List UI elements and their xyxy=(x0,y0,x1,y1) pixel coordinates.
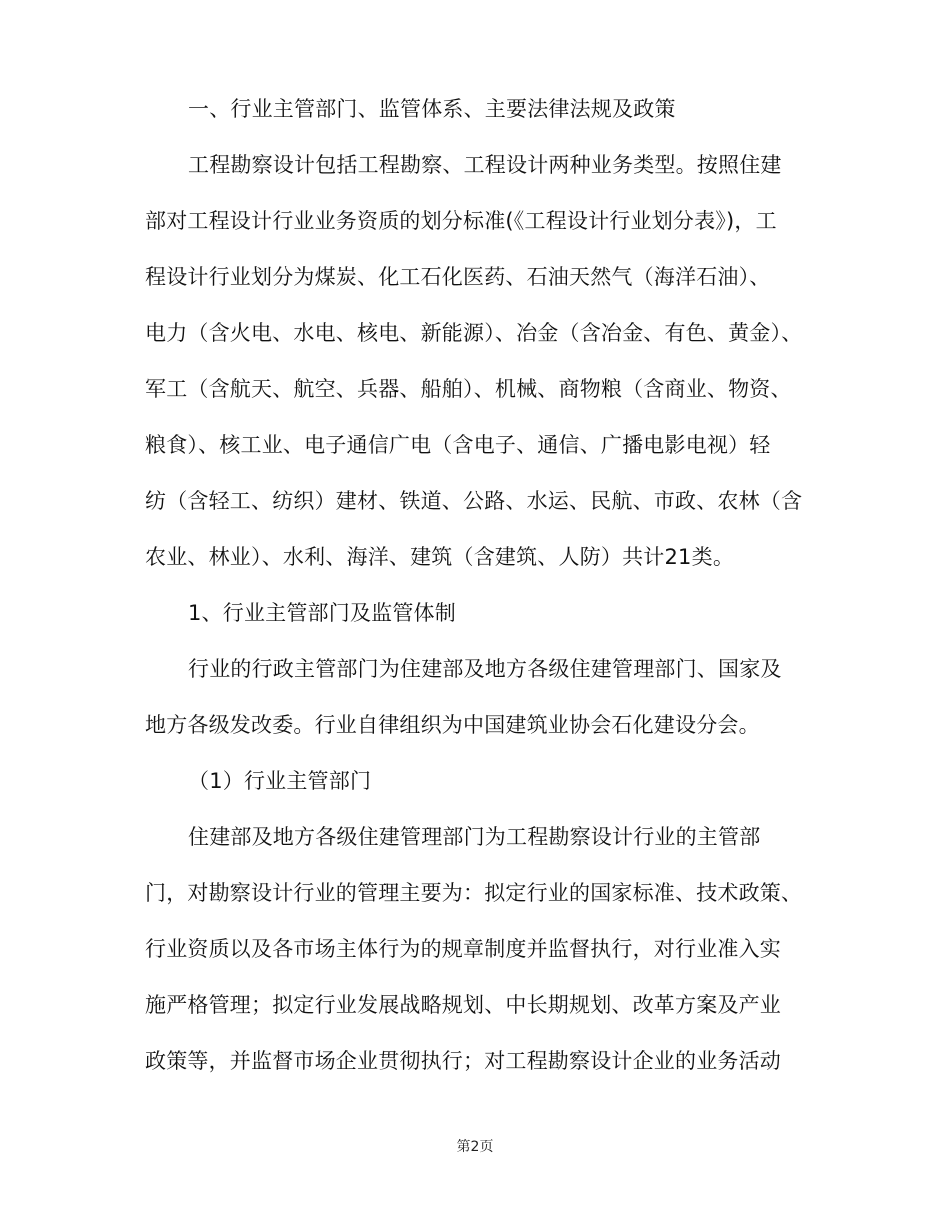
paragraph-line: 纺（含轻工、纺织）建材、铁道、公路、水运、民航、市政、农林（含 xyxy=(145,489,803,513)
paragraph-line: 工程勘察设计包括工程勘察、工程设计两种业务类型。按照住建 xyxy=(188,153,782,177)
section-heading: 一、行业主管部门、监管体系、主要法律法规及政策 xyxy=(188,97,676,121)
paragraph-line: 粮食）、核工业、电子通信广电（含电子、通信、广播电影电视）轻 xyxy=(145,433,771,457)
paragraph-line: 部对工程设计行业业务资质的划分标准(《工程设计行业划分表》)，工 xyxy=(145,209,777,233)
paragraph-line: 地方各级发改委。行业自律组织为中国建筑业协会石化建设分会。 xyxy=(145,713,760,737)
paragraph-line: 施严格管理；拟定行业发展战略规划、中长期规划、改革方案及产业 xyxy=(145,993,781,1017)
subsubsection-heading: （1）行业主管部门 xyxy=(188,769,372,793)
paragraph-line: 农业、林业）、水利、海洋、建筑（含建筑、人防）共计21类。 xyxy=(145,545,735,569)
paragraph-line: 程设计行业划分为煤炭、化工石化医药、石油天然气（海洋石油）、 xyxy=(145,265,771,289)
paragraph-line: 住建部及地方各级住建管理部门为工程勘察设计行业的主管部 xyxy=(188,825,761,849)
page-number: 第2页 xyxy=(456,1139,494,1155)
paragraph-line: 行业的行政主管部门为住建部及地方各级住建管理部门、国家及 xyxy=(188,657,782,681)
subsection-heading: 1、行业主管部门及监管体制 xyxy=(188,601,456,625)
paragraph-line: 政策等，并监督市场企业贯彻执行；对工程勘察设计企业的业务活动 xyxy=(145,1049,781,1073)
paragraph-line: 门，对勘察设计行业的管理主要为：拟定行业的国家标准、技术政策、 xyxy=(145,881,803,905)
paragraph-line: 行业资质以及各市场主体行为的规章制度并监督执行，对行业准入实 xyxy=(145,937,781,961)
paragraph-line: 电力（含火电、水电、核电、新能源）、冶金（含冶金、有色、黄金）、 xyxy=(145,321,803,345)
paragraph-line: 军工（含航天、航空、兵器、船舶）、机械、商物粮（含商业、物资、 xyxy=(145,377,792,401)
